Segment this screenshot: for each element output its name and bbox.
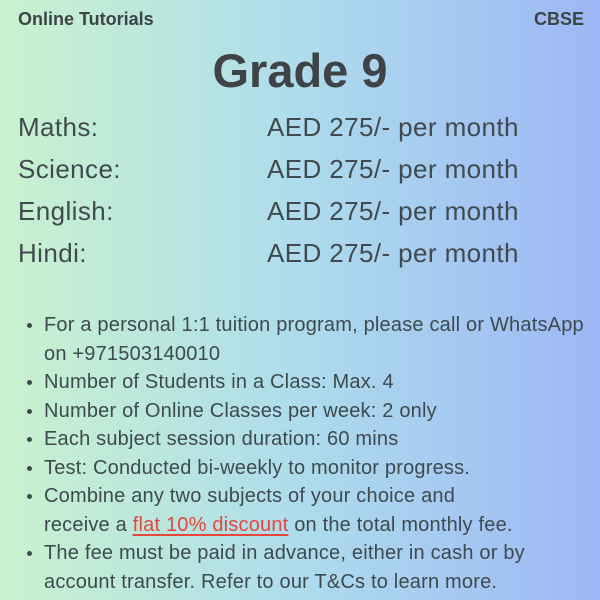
price-row-english — [18, 190, 582, 232]
subject-price: AED 275/- per month — [267, 112, 519, 142]
price-row-maths — [18, 106, 582, 148]
subject-label: Science: — [18, 154, 121, 184]
subject-label: Maths: — [18, 112, 99, 142]
discount-text-before: receive a — [44, 513, 133, 536]
subject-price: AED 275/- per month — [267, 154, 519, 184]
discount-text-line1: Combine any two subjects of your choice and — [44, 485, 456, 507]
board-badge: CBSE — [533, 9, 584, 29]
list-item-class-size: • Number of Students in a Class: Max. 4 — [44, 368, 586, 397]
price-row-science — [18, 148, 582, 190]
subject-price: AED 275/- per month — [267, 196, 519, 226]
list-item-payment-terms: • The fee must be paid in advance, either in cash or by account transfer. Refer to our T&Cs to learn more. — [44, 539, 586, 596]
subject-label: Hindi: — [18, 238, 87, 268]
discount-text-after: on the total monthly fee. — [288, 513, 513, 536]
price-row-hindi — [18, 232, 582, 274]
list-item-contact: • For a personal 1:1 tuition program, please call or WhatsApp on +971503140010 — [44, 311, 586, 368]
list-item-tests: • Test: Conducted bi-weekly to monitor progress. — [44, 454, 586, 483]
page-title: Grade 9 — [212, 44, 388, 97]
discount-link[interactable]: flat 10% discount — [132, 513, 289, 536]
pricing-table — [18, 106, 582, 274]
header-bar — [0, 0, 600, 30]
list-item-discount — [44, 482, 586, 539]
list-item-classes-per-week: • Number of Online Classes per week: 2 only — [44, 397, 586, 426]
notes-list — [0, 311, 586, 596]
subject-label: English: — [18, 196, 114, 226]
subject-price: AED 275/- per month — [267, 238, 519, 268]
list-item-session-duration: • Each subject session duration: 60 mins — [44, 425, 586, 454]
brand-name: Online Tutorials — [18, 9, 154, 29]
